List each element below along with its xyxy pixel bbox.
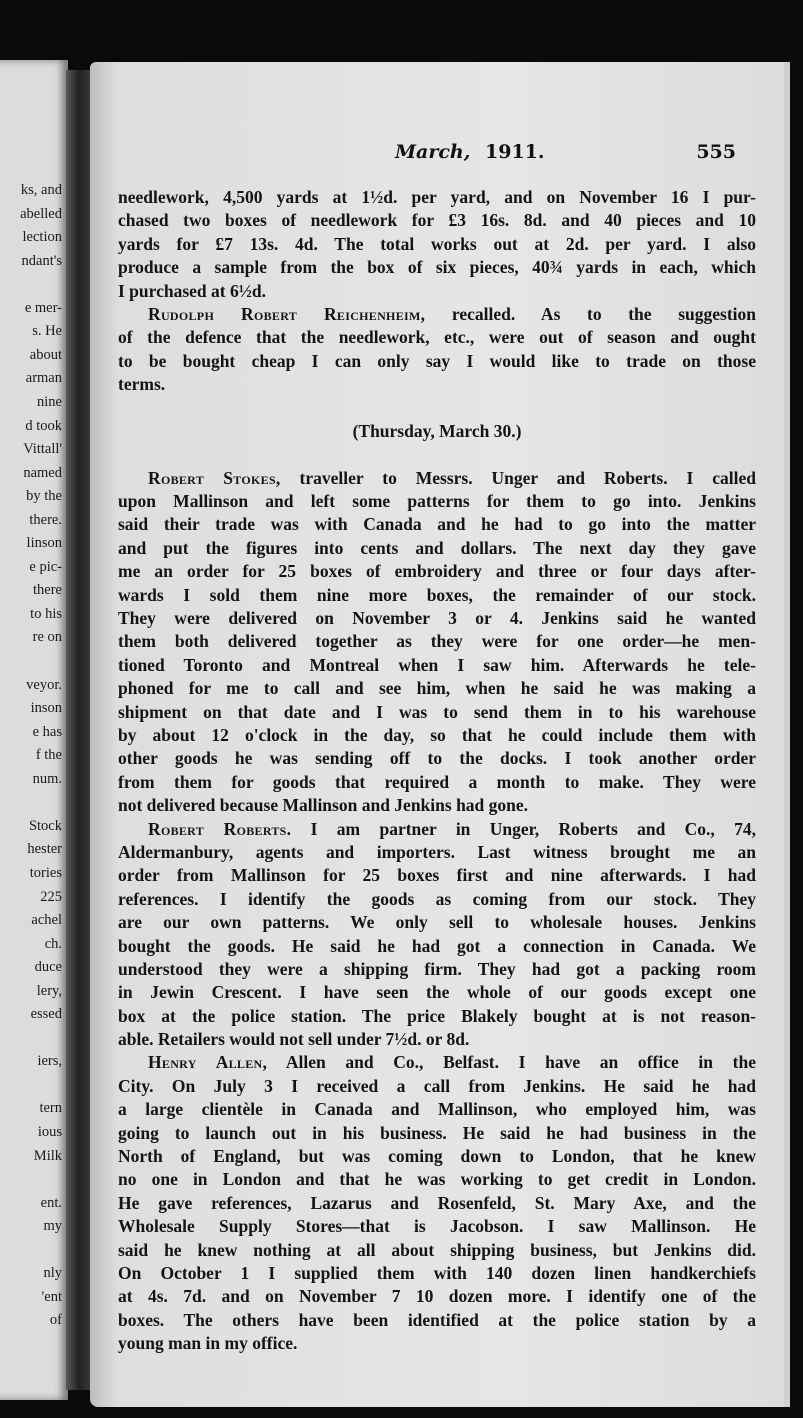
text-line — [118, 560, 756, 583]
line-text: City. On July 3 I received a call from Jenkins. He said he had — [118, 1075, 756, 1096]
witness-name: Henry Allen, — [148, 1052, 268, 1073]
line-text: young man in my office. — [118, 1333, 298, 1354]
text-line — [118, 1332, 756, 1355]
line-text: They were delivered on November 3 or 4. Jenkins said he wanted — [118, 608, 756, 629]
text-line — [118, 607, 756, 630]
left-page-line: lection — [22, 229, 62, 246]
text-line — [118, 280, 756, 303]
left-page-line: to his — [30, 605, 62, 622]
text-line — [118, 326, 756, 349]
line-text: needlework, 4,500 yards at 1½d. per yard, and on November 16 I pur- — [118, 187, 756, 207]
left-page-line: nly — [43, 1265, 62, 1282]
line-text: wards I sold them nine more boxes, the remainder of our stock. — [118, 584, 756, 605]
text-line — [118, 209, 756, 232]
text-line — [118, 1122, 756, 1145]
line-text: other goods he was sending off to the docks. I took another order — [118, 748, 756, 769]
text-line — [118, 1168, 756, 1191]
line-text: going to launch out in his business. He said he had business in the — [118, 1122, 756, 1143]
line-text: Wholesale Supply Stores—that is Jacobson. I saw Mallinson. He — [118, 1216, 756, 1237]
text-line — [118, 537, 756, 560]
left-page-line: my — [43, 1218, 62, 1235]
line-text: me an order for 25 boxes of embroidery and three or four days after- — [118, 561, 756, 582]
page-body-text — [118, 186, 756, 1356]
text-line — [118, 1145, 756, 1168]
text-line — [118, 256, 756, 279]
left-page-line: 225 — [40, 888, 62, 905]
text-line — [118, 350, 756, 373]
text-line — [118, 233, 756, 256]
text-line — [118, 654, 756, 677]
blank-line — [118, 443, 756, 466]
line-text: chased two boxes of needlework for £3 16s. 8d. and 40 pieces and 10 — [118, 210, 756, 231]
header-date: March, — [395, 141, 471, 163]
text-line — [118, 701, 756, 724]
left-page-line: e pic- — [29, 558, 62, 575]
line-text: at 4s. 7d. and on November 7 10 dozen more. I identify one of the — [118, 1286, 756, 1307]
left-page-line: s. He — [32, 323, 62, 340]
line-text: traveller to Messrs. Unger and Roberts. I called — [280, 467, 756, 488]
line-text: understood they were a shipping firm. They had got a packing room — [118, 958, 756, 979]
text-line — [118, 794, 756, 817]
previous-page-text — [0, 0, 68, 1418]
text-line — [118, 911, 756, 934]
left-page-line: about — [29, 346, 62, 363]
line-text: produce a sample from the box of six pieces, 40¾ yards in each, which — [118, 257, 756, 278]
line-text: yards for £7 13s. 4d. The total works out at 2d. per yard. I also — [118, 233, 756, 254]
left-page-line: f the — [35, 747, 62, 764]
text-line — [118, 1098, 756, 1121]
left-page-line: num. — [32, 770, 62, 787]
text-line — [118, 771, 756, 794]
line-text: I am partner in Unger, Roberts and Co., 74, — [291, 818, 756, 839]
line-text: able. Retailers would not sell under 7½d. or 8d. — [118, 1029, 470, 1050]
text-line — [118, 888, 756, 911]
text-line — [118, 584, 756, 607]
text-line — [118, 513, 756, 536]
left-page-line: tern — [39, 1100, 62, 1117]
blank-line — [118, 397, 756, 420]
left-page-line: e has — [32, 723, 62, 740]
line-text: recalled. As to the suggestion — [425, 303, 756, 324]
line-text: are our own patterns. We only sell to wholesale houses. Jenkins — [118, 912, 756, 933]
left-page-line: re on — [32, 629, 62, 646]
left-page-line: ious — [37, 1124, 62, 1140]
left-page-line: ch. — [44, 935, 62, 952]
line-text: said their trade was with Canada and he had to go into the matter — [118, 514, 756, 535]
line-text: upon Mallinson and left some patterns for them to go into. Jenkins — [118, 491, 756, 512]
line-text: them both delivered together as they were for one order—he men- — [118, 631, 756, 652]
left-page-line: abelled — [20, 205, 62, 222]
line-text: North of England, but was coming down to London, that he knew — [118, 1146, 756, 1167]
left-page-line: lery, — [36, 982, 62, 999]
line-text: (Thursday, March 30.) — [352, 420, 522, 441]
text-line — [118, 864, 756, 887]
line-text: boxes. The others have been identified at the police station by a — [118, 1309, 756, 1330]
text-line — [118, 490, 756, 513]
text-line — [118, 1285, 756, 1308]
line-text: bought the goods. He said he had got a connection in Canada. We — [118, 935, 756, 956]
left-page-line: named — [23, 464, 62, 481]
date-heading — [118, 420, 756, 443]
line-text: Aldermanbury, agents and importers. Last witness brought me an — [118, 841, 756, 862]
text-line — [118, 1309, 756, 1332]
left-page-line: tories — [29, 864, 62, 881]
line-text: On October 1 I supplied them with 140 dozen linen handkerchiefs — [118, 1262, 756, 1283]
text-line — [118, 747, 756, 770]
witness-name: Robert Roberts. — [148, 818, 292, 839]
left-page-line: d took — [25, 417, 62, 434]
text-line — [118, 1051, 756, 1074]
text-line — [118, 1192, 756, 1215]
witness-name: Robert Stokes, — [148, 467, 281, 488]
left-page-line: ent. — [40, 1194, 62, 1211]
line-text: said he knew nothing at all about shipping business, but Jenkins did. — [118, 1239, 756, 1260]
text-line — [118, 373, 756, 396]
line-text: not delivered because Mallinson and Jenkins had gone. — [118, 795, 529, 816]
left-page-line: iers, — [37, 1053, 62, 1070]
line-text: to be bought cheap I can only say I would like to trade on those — [118, 350, 756, 371]
left-page-line: 'ent — [41, 1288, 62, 1305]
left-page-line: arman — [25, 370, 62, 387]
text-line — [118, 981, 756, 1004]
line-text: a large clientèle in Canada and Mallinson, who employed him, was — [118, 1099, 756, 1120]
left-page-line: ks, and — [20, 182, 62, 198]
text-line — [118, 1005, 756, 1028]
left-page-line: achel — [31, 912, 62, 929]
left-page-line: linson — [26, 535, 62, 552]
page-number: 555 — [696, 141, 736, 163]
text-line — [118, 1075, 756, 1098]
line-text: order from Mallinson for 25 boxes first and nine afterwards. I had — [118, 865, 756, 886]
text-line — [118, 818, 756, 841]
left-page-line: hester — [27, 841, 62, 858]
line-text: references. I identify the goods as coming from our stock. They — [118, 888, 756, 909]
left-page-line: Milk — [33, 1147, 62, 1164]
left-page-line: veyor. — [26, 676, 62, 693]
witness-name: Rudolph Robert Reichenheim, — [148, 303, 426, 324]
text-line — [118, 630, 756, 653]
text-line — [118, 724, 756, 747]
left-page-line: inson — [30, 700, 62, 717]
text-line — [118, 467, 756, 490]
left-page-line: essed — [30, 1006, 62, 1023]
left-page-line: of — [49, 1312, 62, 1329]
left-page-line: there — [33, 582, 62, 599]
line-text: shipment on that date and I was to send them in to his warehouse — [118, 701, 756, 722]
text-line — [118, 677, 756, 700]
left-page-line: there. — [29, 511, 62, 528]
text-line — [118, 303, 756, 326]
line-text: of the defence that the needlework, etc., were out of season and ought — [118, 327, 756, 348]
text-line — [118, 841, 756, 864]
line-text: phoned for me to call and see him, when he said he was making a — [118, 678, 756, 699]
left-page-line: nine — [37, 393, 62, 410]
line-text: I purchased at 6½d. — [118, 280, 266, 301]
text-line — [118, 935, 756, 958]
left-page-line: Stock — [28, 817, 62, 834]
text-line — [118, 958, 756, 981]
text-line — [118, 186, 756, 209]
line-text: and put the figures into cents and dollars. The next day they gave — [118, 537, 756, 558]
running-header — [395, 141, 740, 171]
line-text: box at the police station. The price Blakely bought at is not reason- — [118, 1005, 756, 1026]
line-text: tioned Toronto and Montreal when I saw him. Afterwards he tele- — [118, 654, 756, 675]
left-page-line: by the — [26, 488, 62, 505]
text-line — [118, 1239, 756, 1262]
page-edge — [784, 62, 790, 1407]
left-page-line: Vittall' — [23, 441, 62, 458]
line-text: in Jewin Crescent. I have seen the whole of our goods except one — [118, 982, 756, 1003]
text-line — [118, 1262, 756, 1285]
left-page-line: e mer- — [24, 299, 62, 316]
line-text: Allen and Co., Belfast. I have an office in the — [267, 1052, 756, 1073]
text-line — [118, 1028, 756, 1051]
line-text: He gave references, Lazarus and Rosenfeld, St. Mary Axe, and the — [118, 1192, 756, 1213]
line-text: by about 12 o'clock in the day, so that he could include them with — [118, 724, 756, 745]
left-page-line: duce — [34, 959, 62, 976]
header-year: 1911. — [485, 141, 545, 163]
line-text: terms. — [118, 374, 166, 395]
text-line — [118, 1215, 756, 1238]
line-text: no one in London and that he was working to get credit in London. — [118, 1169, 756, 1190]
line-text: from them for goods that required a month to make. They were — [118, 771, 756, 792]
left-page-line: ndant's — [21, 252, 62, 269]
